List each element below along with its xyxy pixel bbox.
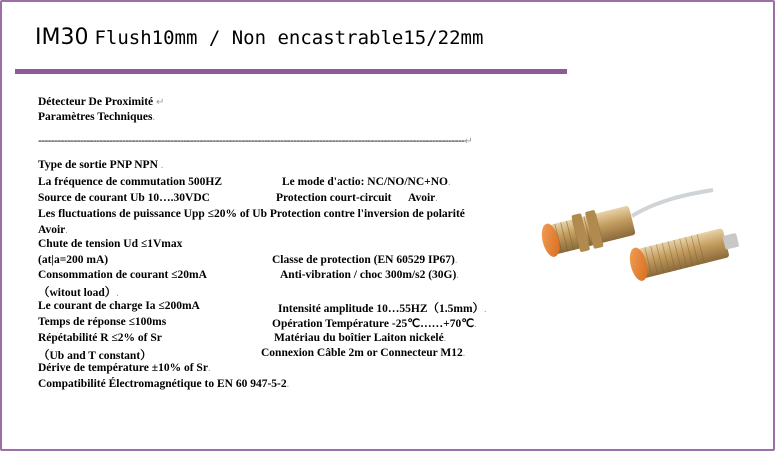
spec-emc: Compatibilité Électromagnétique to EN 60 947-5-2. bbox=[38, 378, 290, 390]
spec-without-load: （witout load）. bbox=[38, 287, 119, 299]
doc-heading: Détecteur De Proximité ↵ bbox=[38, 96, 165, 108]
spec-frequency: La fréquence de commutation 500HZ bbox=[38, 176, 222, 188]
spec-connection: Connexion Câble 2m or Connecteur M12. bbox=[261, 347, 466, 359]
spec-mode: Le mode d'actio: NC/NO/NC+NO. bbox=[282, 176, 451, 188]
spec-constant-condition: （Ub and T constant） bbox=[38, 350, 152, 362]
sensor-product-image bbox=[528, 178, 748, 298]
spec-temperature: Opération Température -25℃……+70℃. bbox=[272, 318, 477, 330]
spec-voltage-drop-condition: (at|a=200 mA) bbox=[38, 254, 109, 266]
page-title bbox=[35, 25, 483, 50]
spec-short-circuit: Protection court-circuit bbox=[276, 192, 392, 204]
spec-amplitude: Intensité amplitude 10…55HZ（1.5mm）. bbox=[278, 303, 487, 315]
spec-fluctuations: Les fluctuations de puissance Upp ≤20% of Ub Protection contre l'inversion de polarité bbox=[38, 208, 465, 220]
model-subtitle: Flush10mm / Non encastrable15/22mm bbox=[94, 27, 484, 49]
spec-short-circuit-value: Avoir. bbox=[408, 192, 438, 204]
spec-drift: Dérive de température ±10% of Sr. bbox=[38, 362, 211, 374]
spec-voltage-drop: Chute de tension Ud ≤1Vmax bbox=[38, 238, 183, 250]
doc-subheading: Paramètres Techniques. bbox=[38, 111, 155, 123]
spec-polarity-value: Avoir. bbox=[38, 224, 68, 236]
spec-repeatability: Répétabilité R ≤2% of Sr bbox=[38, 332, 162, 344]
spec-consumption: Consommation de courant ≤20mA bbox=[38, 269, 207, 281]
spec-response-time: Temps de réponse ≤100ms bbox=[38, 316, 167, 328]
spec-load-current: Le courant de charge Ia ≤200mA bbox=[38, 300, 200, 312]
spec-output-type: Type de sortie PNP NPN . bbox=[38, 159, 164, 171]
spec-anti-vibration: Anti-vibration / choc 300m/s2 (30G). bbox=[280, 269, 459, 281]
spec-protection-class: Classe de protection (EN 60529 IP67). bbox=[272, 254, 458, 266]
separator-line: ------------------------------------------------------------------------------------------------------------------------------------↵ bbox=[38, 135, 473, 147]
spec-material: Matériau du boîtier Laiton nickelé. bbox=[274, 332, 447, 344]
model-name: IM30 bbox=[35, 25, 89, 50]
title-underline bbox=[15, 69, 567, 74]
spec-source: Source de courant Ub 10….30VDC bbox=[38, 192, 210, 204]
